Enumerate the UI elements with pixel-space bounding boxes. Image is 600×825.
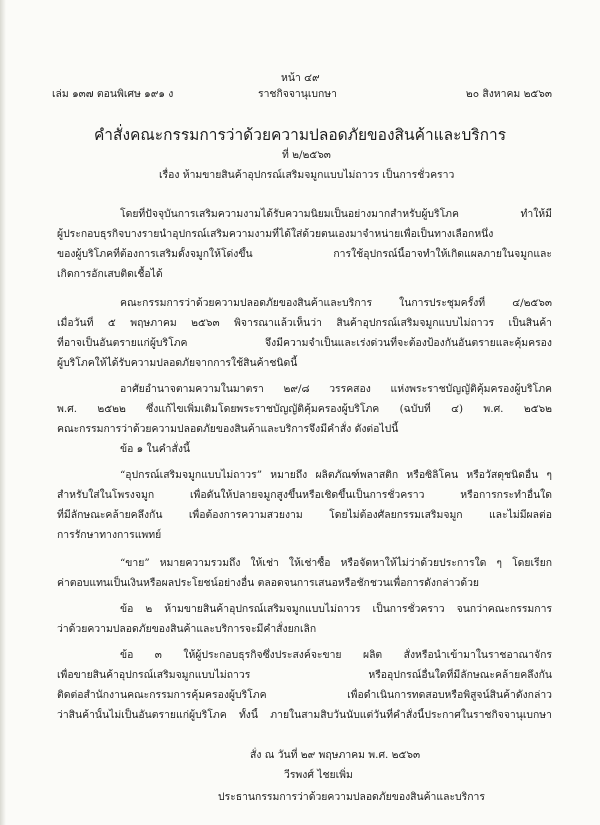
gazette-header bbox=[52, 87, 552, 101]
page-number: หน้า ๔๙ bbox=[281, 72, 320, 84]
clause-line: เพื่อขายสินค้าอุปกรณ์เสริมจมูกแบบไม่ถาวร หรืออุปกรณ์อื่นใดที่มีลักษณะคล้ายคลึงกัน bbox=[57, 669, 552, 681]
paragraph-line: อาศัยอำนาจตามความในมาตรา ๒๙/๘ วรรคสอง แห่งพระราชบัญญัติคุ้มครองผู้บริโภค bbox=[120, 383, 552, 395]
clause-line: ติดต่อสำนักงานคณะกรรมการคุ้มครองผู้บริโภค เพื่อดำเนินการทดสอบหรือพิสูจน์สินค้าดังกล่าว bbox=[57, 689, 552, 701]
paragraph-line: ของผู้บริโภคที่ต้องการเสริมดั้งจมูกให้โด่งขึ้น การใช้อุปกรณ์นี้อาจทำให้เกิดแผลภายในจมูกและ bbox=[57, 248, 552, 260]
clause-line: ข้อ ๒ ห้ามขายสินค้าอุปกรณ์เสริมจมูกแบบไม่ถาวร เป็นการชั่วคราว จนกว่าคณะกรรมการ bbox=[120, 603, 552, 615]
paragraph-line: โดยที่ปัจจุบันการเสริมความงามได้รับความนิยมเป็นอย่างมากสำหรับผู้บริโภค ทำให้มี bbox=[120, 208, 552, 220]
paragraph-line: พ.ศ. ๒๕๒๒ ซึ่งแก้ไขเพิ่มเติมโดยพระราชบัญญัติคุ้มครองผู้บริโภค (ฉบับที่ ๔) พ.ศ. ๒๕๖๒ bbox=[57, 403, 552, 415]
definition-line: ที่มีลักษณะคล้ายคลึงกัน เพื่อต้องการความสวยงาม โดยไม่ต้องศัลยกรรมเสริมจมูก และไม่มีผลต่อ bbox=[57, 509, 552, 521]
order-subject: เรื่อง ห้ามขายสินค้าอุปกรณ์เสริมจมูกแบบไม่ถาวร เป็นการชั่วคราว bbox=[159, 169, 455, 181]
definition-line: “อุปกรณ์เสริมจมูกแบบไม่ถาวร” หมายถึง ผลิตภัณฑ์พลาสติก หรือซิลิโคน หรือวัสดุชนิดอื่น ๆ bbox=[120, 469, 552, 481]
order-title: คำสั่งคณะกรรมการว่าด้วยความปลอดภัยของสินค้าและบริการ bbox=[93, 126, 507, 144]
clause-heading: ข้อ ๑ ในคำสั่งนี้ bbox=[120, 443, 191, 455]
signing-date: สั่ง ณ วันที่ ๒๙ พฤษภาคม พ.ศ. ๒๕๖๓ bbox=[250, 749, 421, 761]
paragraph-line: คณะกรรมการว่าด้วยความปลอดภัยของสินค้าและบริการจึงมีคำสั่ง ดังต่อไปนี้ bbox=[57, 423, 399, 435]
paragraph-line: ผู้ประกอบธุรกิจบางรายนำอุปกรณ์เสริมความงามที่ได้ใส่ด้วยตนเองมาจำหน่ายเพื่อเป็นทางเลือกหนึ่ง bbox=[57, 228, 494, 240]
definition-line: “ขาย” หมายความรวมถึง ให้เช่า ให้เช่าซื้อ หรือจัดหาให้ไม่ว่าด้วยประการใด ๆ โดยเรียก bbox=[120, 557, 552, 569]
signatory-position: ประธานกรรมการว่าด้วยความปลอดภัยของสินค้าและบริการ bbox=[218, 791, 485, 803]
page-edge-shadow bbox=[0, 0, 6, 825]
paragraph-line: เมื่อวันที่ ๕ พฤษภาคม ๒๕๖๓ พิจารณาแล้วเห็นว่า สินค้าอุปกรณ์เสริมจมูกแบบไม่ถาวร เป็นสินค้า bbox=[57, 317, 552, 329]
clause-line: ข้อ ๓ ให้ผู้ประกอบธุรกิจซึ่งประสงค์จะขาย ผลิต สั่งหรือนำเข้ามาในราชอาณาจักร bbox=[120, 649, 552, 661]
signatory-name: วีรพงศ์ ไชยเพิ่ม bbox=[284, 769, 353, 781]
paragraph-line: คณะกรรมการว่าด้วยความปลอดภัยของสินค้าและบริการ ในการประชุมครั้งที่ ๔/๒๕๖๓ bbox=[120, 297, 552, 309]
definition-line: ค่าตอบแทนเป็นเงินหรือผลประโยชน์อย่างอื่น ตลอดจนการเสนอหรือชักชวนเพื่อการดังกล่าวด้วย bbox=[57, 577, 479, 589]
clause-line: ว่าสินค้านั้นไม่เป็นอันตรายแก่ผู้บริโภค ทั้งนี้ ภายในสามสิบวันนับแต่วันที่คำสั่งนี้ประกาศในราชกิจจานุเบกษา bbox=[57, 709, 552, 721]
definition-line: การรักษาทางการแพทย์ bbox=[57, 529, 162, 541]
volume-info: เล่ม ๑๓๗ ตอนพิเศษ ๑๙๑ ง bbox=[52, 88, 174, 100]
clause-line: ว่าด้วยความปลอดภัยของสินค้าและบริการจะมีคำสั่งยกเลิก bbox=[57, 623, 317, 635]
order-number: ที่ ๒/๒๕๖๓ bbox=[282, 149, 331, 161]
publication-name: ราชกิจจานุเบกษา bbox=[258, 88, 337, 100]
paragraph-line: เกิดการอักเสบติดเชื้อได้ bbox=[57, 268, 163, 280]
publication-date: ๒๐ สิงหาคม ๒๕๖๓ bbox=[465, 88, 552, 100]
definition-line: สำหรับใส่ในโพรงจมูก เพื่อดันให้ปลายจมูกสูงขึ้นหรือเชิดขึ้นเป็นการชั่วคราว หรือการกระทำอื่นใด bbox=[57, 489, 552, 501]
paragraph-line: ที่อาจเป็นอันตรายแก่ผู้บริโภค จึงมีความจำเป็นและเร่งด่วนที่จะต้องป้องกันอันตรายและคุ้มครอง bbox=[57, 337, 552, 349]
paragraph-line: ผู้บริโภคให้ได้รับความปลอดภัยจากการใช้สินค้าชนิดนี้ bbox=[57, 357, 298, 369]
